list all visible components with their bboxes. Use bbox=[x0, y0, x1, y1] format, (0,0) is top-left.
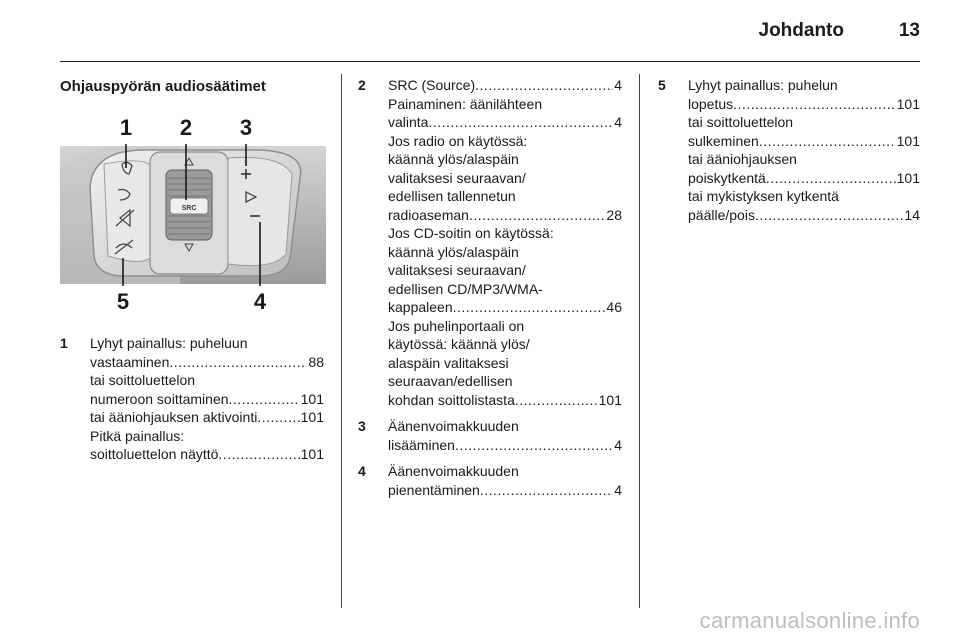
entry-line bbox=[388, 95, 622, 114]
line-text: radioaseman bbox=[388, 206, 469, 223]
entry-line bbox=[90, 390, 324, 409]
entry-line bbox=[688, 132, 920, 151]
entry-line bbox=[388, 317, 622, 336]
line-text: kohdan soittolistasta bbox=[388, 391, 515, 408]
page-ref[interactable]: 101 bbox=[300, 409, 324, 425]
line-text: vastaaminen bbox=[90, 353, 170, 370]
line-text: Lyhyt painallus: puheluun bbox=[90, 335, 248, 351]
line-text: Pitkä painallus: bbox=[90, 427, 185, 444]
entry-line bbox=[688, 206, 920, 225]
entry-line bbox=[388, 224, 622, 243]
line-text: tai soittoluettelon bbox=[90, 372, 196, 388]
dot-leader bbox=[428, 113, 613, 132]
page-header bbox=[0, 0, 960, 60]
entry-line bbox=[388, 150, 622, 169]
dot-leader bbox=[480, 481, 613, 500]
dot-leader bbox=[455, 436, 613, 455]
steering-wheel-controls-figure bbox=[60, 108, 326, 322]
line-text: lopetus bbox=[688, 95, 734, 112]
entry-line bbox=[388, 280, 622, 299]
entry-line bbox=[688, 113, 920, 132]
line-text: numeroon soittaminen bbox=[90, 390, 229, 407]
line-text: valitaksesi seuraavan/ bbox=[388, 262, 526, 278]
entry-line bbox=[90, 334, 324, 353]
callout-3: 3 bbox=[239, 115, 253, 140]
line-text: tai ääniohjauksen aktivointi bbox=[90, 409, 258, 425]
entry-line bbox=[90, 408, 324, 427]
page-ref[interactable]: 101 bbox=[598, 391, 622, 408]
column-2 bbox=[358, 76, 622, 507]
entry-line bbox=[388, 261, 622, 280]
line-text: sulkeminen bbox=[688, 132, 759, 149]
entry-line bbox=[388, 298, 622, 317]
line-text: käännä ylös/alaspäin bbox=[388, 151, 519, 167]
line-text: poiskytkentä bbox=[688, 169, 766, 186]
callout-5: 5 bbox=[116, 289, 130, 314]
page-ref[interactable]: 101 bbox=[300, 390, 324, 407]
entry-line bbox=[388, 335, 622, 354]
line-text: SRC (Source) bbox=[388, 77, 476, 93]
line-text: käytössä: käännä ylös/ bbox=[388, 336, 530, 352]
section-heading: Ohjauspyörän audiosäätimet bbox=[60, 78, 266, 95]
line-text: Jos puhelinportaali on bbox=[388, 317, 525, 334]
dot-leader bbox=[218, 445, 299, 464]
page-ref[interactable]: 101 bbox=[896, 132, 920, 149]
line-text: edellisen CD/MP3/WMA- bbox=[388, 280, 543, 297]
line-text: valinta bbox=[388, 114, 429, 130]
page-number: 13 bbox=[898, 20, 920, 41]
dot-leader bbox=[515, 391, 598, 410]
steering-wheel-illustration bbox=[60, 108, 326, 322]
src-button-label: SRC bbox=[181, 205, 197, 212]
entry-number: 3 bbox=[358, 418, 366, 434]
entry-line bbox=[388, 417, 622, 436]
entry-line bbox=[388, 206, 622, 225]
line-text: lisääminen bbox=[388, 436, 455, 453]
dot-leader bbox=[759, 132, 896, 151]
entry-4 bbox=[358, 462, 622, 499]
line-text: alaspäin valitaksesi bbox=[388, 354, 509, 371]
page-ref[interactable]: 101 bbox=[896, 169, 920, 186]
page-ref[interactable]: 46 bbox=[606, 299, 622, 315]
dot-leader bbox=[755, 206, 903, 225]
entry-number: 1 bbox=[60, 335, 68, 351]
entry-number: 4 bbox=[358, 463, 366, 479]
entry-5 bbox=[658, 76, 920, 224]
dot-leader bbox=[229, 390, 300, 409]
column-3 bbox=[658, 76, 920, 232]
page-ref[interactable]: 101 bbox=[300, 446, 324, 462]
entry-line bbox=[388, 187, 622, 206]
line-text: käännä ylös/alaspäin bbox=[388, 243, 519, 260]
line-text: pienentäminen bbox=[388, 481, 480, 498]
dot-leader bbox=[766, 169, 896, 188]
entry-number: 5 bbox=[658, 77, 666, 93]
entry-3 bbox=[358, 417, 622, 454]
page-ref[interactable]: 28 bbox=[606, 206, 622, 223]
entry-line bbox=[388, 436, 622, 455]
entry-line bbox=[688, 150, 920, 169]
entry-line bbox=[688, 76, 920, 95]
dot-leader bbox=[469, 206, 605, 225]
page-ref[interactable]: 101 bbox=[896, 95, 920, 112]
header-rule bbox=[60, 61, 920, 62]
line-text: valitaksesi seuraavan/ bbox=[388, 169, 526, 186]
entry-1 bbox=[60, 334, 324, 464]
line-text: Painaminen: äänilähteen bbox=[388, 95, 543, 112]
page-ref[interactable]: 4 bbox=[614, 114, 622, 130]
dot-leader bbox=[453, 298, 606, 317]
dot-leader bbox=[475, 76, 613, 95]
line-text: Äänenvoimakkuuden bbox=[388, 418, 519, 434]
line-text: Äänenvoimakkuuden bbox=[388, 463, 519, 479]
callout-2: 2 bbox=[179, 115, 193, 140]
entry-line bbox=[388, 132, 622, 151]
line-text: soittoluettelon näyttö bbox=[90, 446, 219, 462]
line-text: päälle/pois bbox=[688, 206, 755, 223]
callout-1: 1 bbox=[119, 115, 133, 140]
entry-line bbox=[388, 354, 622, 373]
column-divider-1 bbox=[341, 74, 342, 608]
line-text: seuraavan/edellisen bbox=[388, 373, 513, 389]
entry-line bbox=[388, 372, 622, 391]
line-text: Lyhyt painallus: puhelun bbox=[688, 77, 838, 93]
entry-line bbox=[388, 76, 622, 95]
line-text: kappaleen bbox=[388, 299, 453, 315]
line-text: Jos radio on käytössä: bbox=[388, 132, 528, 149]
entry-line bbox=[388, 113, 622, 132]
entry-line bbox=[90, 371, 324, 390]
entry-line bbox=[688, 95, 920, 114]
entry-2 bbox=[358, 76, 622, 409]
line-text: tai ääniohjauksen bbox=[688, 151, 797, 167]
section-title: Johdanto bbox=[758, 20, 844, 41]
page-ref[interactable]: 4 bbox=[614, 436, 622, 453]
line-text: tai soittoluettelon bbox=[688, 114, 794, 130]
page-ref[interactable]: 14 bbox=[904, 206, 920, 223]
page-ref[interactable]: 4 bbox=[614, 77, 622, 93]
entry-line bbox=[90, 445, 324, 464]
line-text: Jos CD-soitin on käytössä: bbox=[388, 225, 554, 241]
line-text: edellisen tallennetun bbox=[388, 188, 516, 204]
line-text: tai mykistyksen kytkentä bbox=[688, 188, 839, 204]
entry-line bbox=[388, 481, 622, 500]
watermark: carmanualsonline.info bbox=[699, 608, 920, 633]
page-ref[interactable]: 88 bbox=[308, 353, 324, 370]
entry-number: 2 bbox=[358, 77, 366, 93]
dot-leader bbox=[733, 95, 895, 114]
column-divider-2 bbox=[639, 74, 640, 608]
entry-line bbox=[90, 427, 324, 446]
entry-line bbox=[90, 353, 324, 372]
entry-line bbox=[388, 243, 622, 262]
callout-4: 4 bbox=[253, 289, 267, 314]
page-ref[interactable]: 4 bbox=[614, 481, 622, 498]
column-1 bbox=[60, 334, 324, 472]
dot-leader bbox=[257, 408, 299, 427]
entry-line bbox=[388, 391, 622, 410]
entry-line bbox=[388, 462, 622, 481]
entry-line bbox=[688, 169, 920, 188]
entry-line bbox=[388, 169, 622, 188]
entry-line bbox=[688, 187, 920, 206]
dot-leader bbox=[169, 353, 307, 372]
